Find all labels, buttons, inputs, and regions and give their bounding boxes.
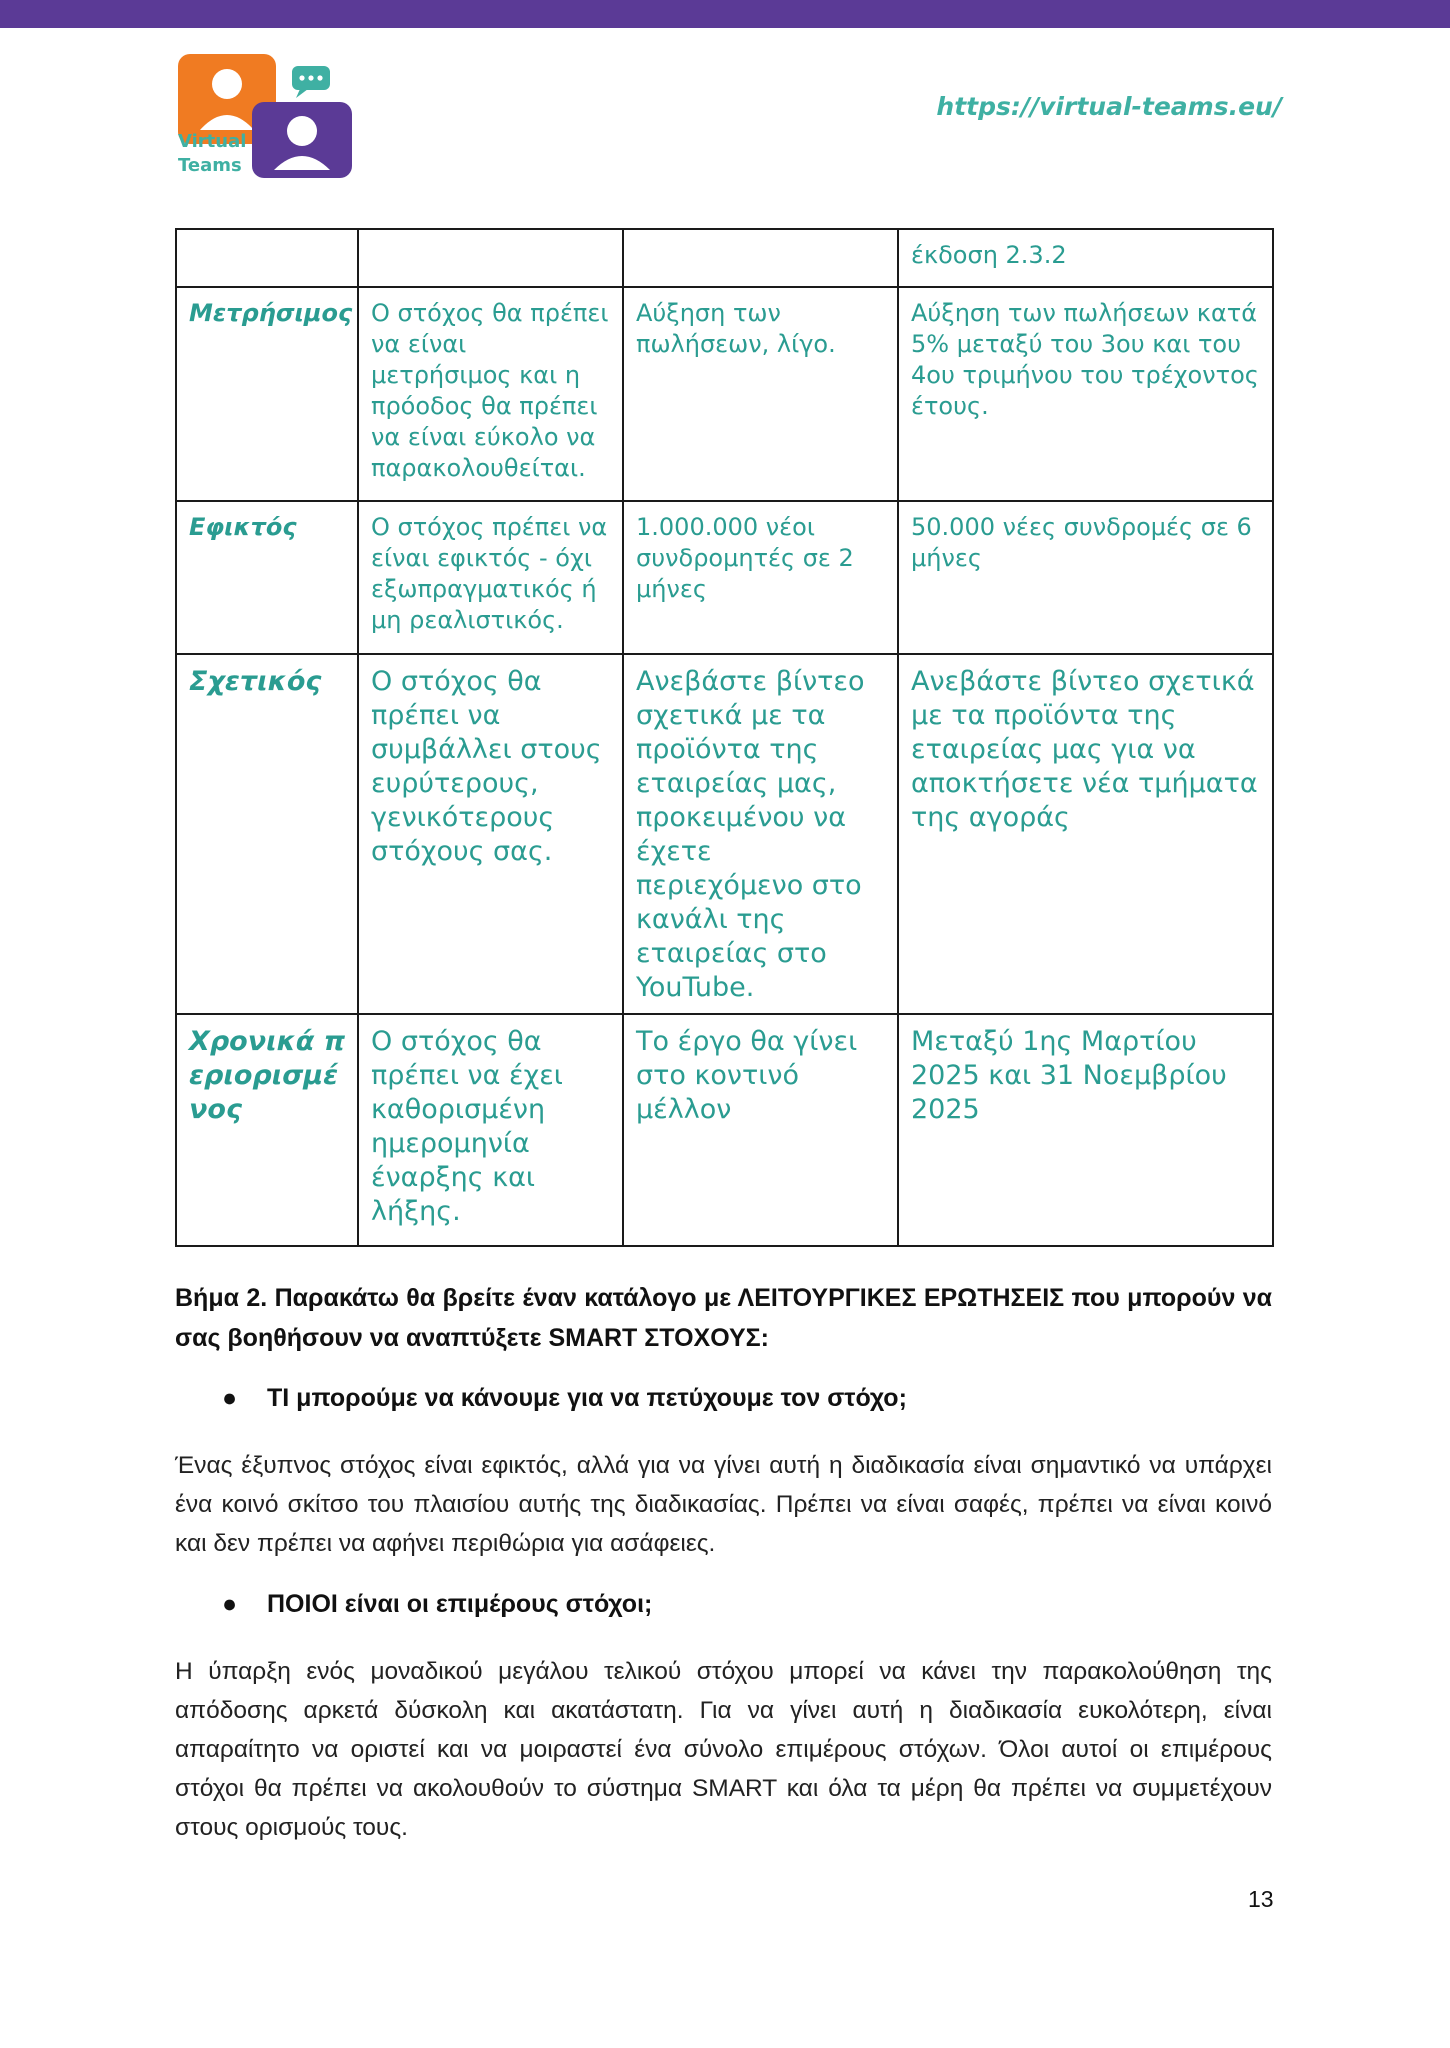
row-label: Εφικτός (176, 501, 358, 654)
table-row (176, 229, 1273, 287)
top-color-bar (0, 0, 1450, 28)
row-label: Σχετικός (176, 654, 358, 1014)
table-cell: Μεταξύ 1ης Μαρτίου 2025 και 31 Νοεμβρίου 2025 (898, 1014, 1273, 1246)
logo-text-virtual: Virtual (178, 131, 247, 152)
logo-graphic (176, 52, 356, 180)
bullet-item (222, 1590, 652, 1619)
table-cell: Ο στόχος θα πρέπει να έχει καθορισμένη ημερομηνία έναρξης και λήξης. (358, 1014, 623, 1246)
table-cell: Ανεβάστε βίντεο σχετικά με τα προϊόντα της εταιρείας μας για να αποκτήσετε νέα τμήματα της αγοράς (898, 654, 1273, 1014)
table-cell: Αύξηση των πωλήσεων κατά 5% μεταξύ του 3ου και του 4ου τριμήνου του τρέχοντος έτους. (898, 287, 1273, 501)
bullet-dot: ● (222, 1384, 238, 1412)
step-2-heading: Βήμα 2. Παρακάτω θα βρείτε έναν κατάλογο με ΛΕΙΤΟΥΡΓΙΚΕΣ ΕΡΩΤΗΣΕΙΣ που μπορούν να σας βοηθήσουν να αναπτύξετε SMART ΣΤΟΧΟΥΣ: (175, 1284, 1272, 1352)
table-row (176, 501, 1273, 654)
table-cell: Ο στόχος θα πρέπει να είναι μετρήσιμος και η πρόοδος θα πρέπει να είναι εύκολο να παρακολουθείται. (358, 287, 623, 501)
table-cell: Το έργο θα γίνει στο κοντινό μέλλον (623, 1014, 898, 1246)
table-cell: Ο στόχος θα πρέπει να συμβάλλει στους ευρύτερους, γενικότερους στόχους σας. (358, 654, 623, 1014)
paragraph: Ένας έξυπνος στόχος είναι εφικτός, αλλά για να γίνει αυτή η διαδικασία είναι σημαντικό να υπάρχει ένα κοινό σκίτσο του πλαισίου αυτής της διαδικασίας. Πρέπει να είναι σαφές, πρέπει να είναι κοινό και δεν πρέπει να αφήνει περιθώρια για ασάφειες. (175, 1452, 1272, 1557)
bullet-dot: ● (222, 1590, 238, 1618)
website-url: https://virtual-teams.eu/ (936, 92, 1282, 121)
bullet-text: ΤΙ μπορούμε να κάνουμε για να πετύχουμε τον στόχο; (267, 1384, 907, 1412)
table-row (176, 654, 1273, 1014)
bullet-item (222, 1384, 907, 1413)
table-row (176, 1014, 1273, 1246)
table-cell: έκδοση 2.3.2 (898, 229, 1273, 287)
row-label: Μετρήσιμος (176, 287, 358, 501)
bullet-text: ΠΟΙΟΙ είναι οι επιμέρους στόχοι; (267, 1590, 653, 1618)
table-row (176, 287, 1273, 501)
smart-goals-table (175, 228, 1274, 1247)
table-cell (176, 229, 358, 287)
row-label: Χρονικά περιορισμένος (176, 1014, 358, 1246)
table-cell (358, 229, 623, 287)
table-cell: Αύξηση των πωλήσεων, λίγο. (623, 287, 898, 501)
table-cell: Ο στόχος πρέπει να είναι εφικτός - όχι εξωπραγματικός ή μη ρεαλιστικός. (358, 501, 623, 654)
table-cell: Ανεβάστε βίντεο σχετικά με τα προϊόντα της εταιρείας μας, προκειμένου να έχετε περιεχόμενο στο κανάλι της εταιρείας στο YouTube. (623, 654, 898, 1014)
table-cell: 50.000 νέες συνδρομές σε 6 μήνες (898, 501, 1273, 654)
virtual-teams-logo (176, 52, 356, 180)
page-number: 13 (1248, 1886, 1274, 1912)
table-cell (623, 229, 898, 287)
paragraph: Η ύπαρξη ενός μοναδικού μεγάλου τελικού στόχου μπορεί να κάνει την παρακολούθηση της απόδοσης αρκετά δύσκολη και ακατάστατη. Για να γίνει αυτή η διαδικασία ευκολότερη, είναι απαραίτητο να οριστεί και να μοιραστεί ένα σύνολο επιμέρους στόχων. Όλοι αυτοί οι επιμέρους στόχοι θα πρέπει να ακολουθούν το σύστημα SMART και όλα τα μέρη θα πρέπει να συμμετέχουν στους ορισμούς τους. (175, 1658, 1272, 1841)
table-cell: 1.000.000 νέοι συνδρομητές σε 2 μήνες (623, 501, 898, 654)
logo-text-teams: Teams (178, 155, 242, 176)
